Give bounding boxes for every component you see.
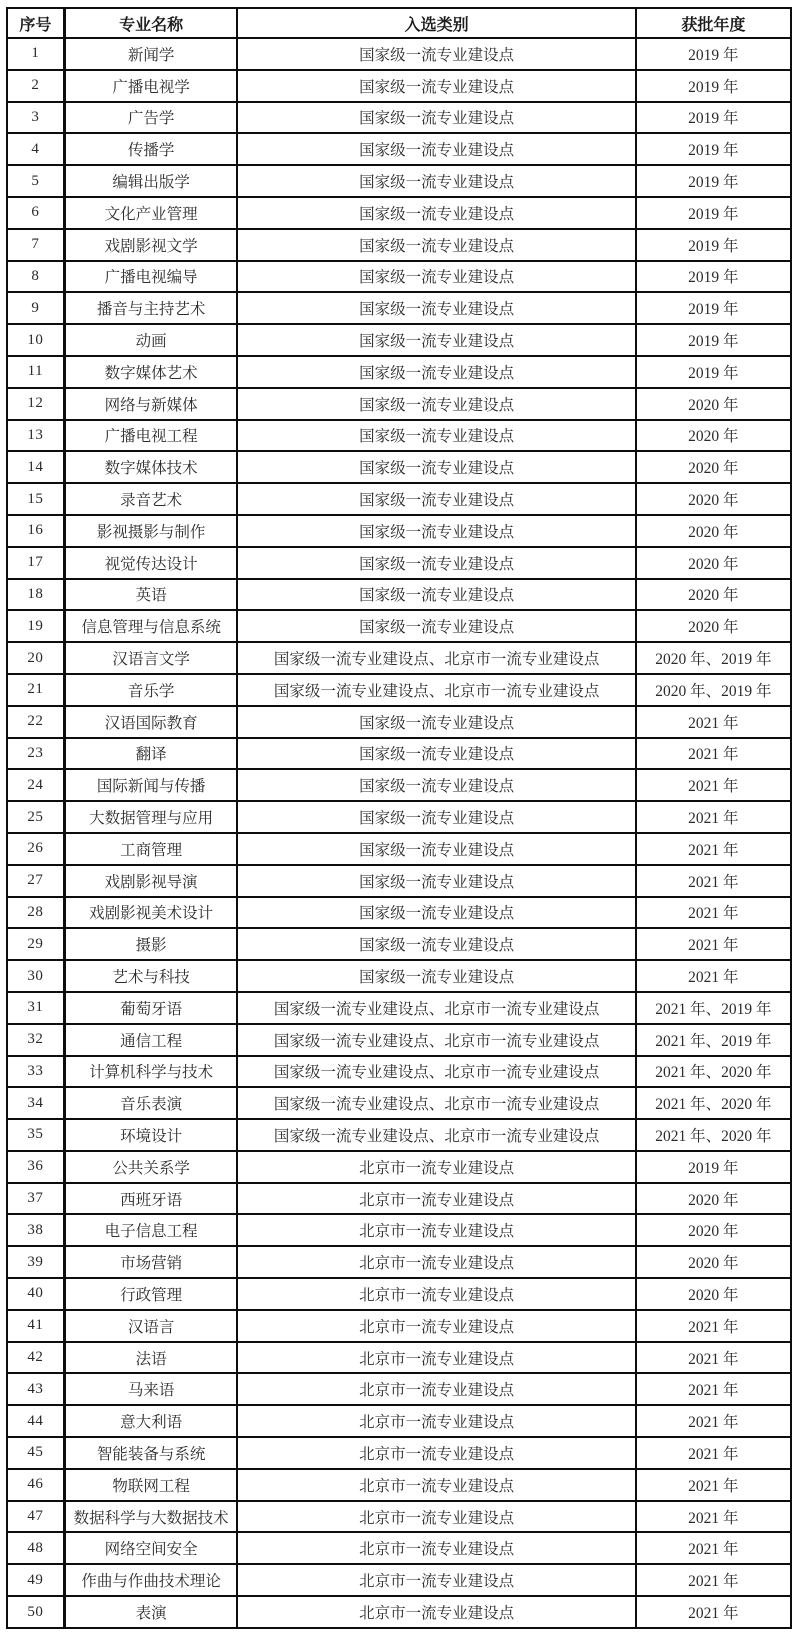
- table-row: [7, 1119, 791, 1151]
- table-row: [7, 674, 791, 706]
- row-index-cell: 14: [7, 451, 64, 483]
- year-cell: 2019 年: [636, 1151, 791, 1183]
- major-name-cell: 通信工程: [64, 1024, 237, 1056]
- category-cell: 北京市一流专业建设点: [237, 1278, 635, 1310]
- year-cell: 2021 年、2020 年: [636, 1119, 791, 1151]
- table-row: [7, 928, 791, 960]
- row-index-cell: 36: [7, 1151, 64, 1183]
- year-cell: 2020 年: [636, 515, 791, 547]
- year-cell: 2021 年: [636, 1469, 791, 1501]
- year-cell: 2021 年: [636, 1596, 791, 1628]
- major-name-cell: 戏剧影视导演: [64, 865, 237, 897]
- year-cell: 2020 年: [636, 579, 791, 611]
- category-cell: 国家级一流专业建设点: [237, 165, 635, 197]
- major-name-cell: 物联网工程: [64, 1469, 237, 1501]
- table-row: [7, 1278, 791, 1310]
- row-index-cell: 15: [7, 483, 64, 515]
- row-index-cell: 50: [7, 1596, 64, 1628]
- year-cell: 2021 年: [636, 1437, 791, 1469]
- row-index-cell: 39: [7, 1246, 64, 1278]
- year-cell: 2020 年: [636, 420, 791, 452]
- year-cell: 2021 年: [636, 1342, 791, 1374]
- major-name-cell: 音乐学: [64, 674, 237, 706]
- table-row: [7, 801, 791, 833]
- table-row: [7, 642, 791, 674]
- year-cell: 2021 年: [636, 1564, 791, 1596]
- major-name-cell: 数字媒体艺术: [64, 356, 237, 388]
- year-cell: 2019 年: [636, 133, 791, 165]
- category-cell: 国家级一流专业建设点: [237, 38, 635, 70]
- year-cell: 2021 年: [636, 801, 791, 833]
- year-cell: 2021 年: [636, 1532, 791, 1564]
- category-cell: 国家级一流专业建设点: [237, 261, 635, 293]
- row-index-cell: 46: [7, 1469, 64, 1501]
- category-cell: 北京市一流专业建设点: [237, 1246, 635, 1278]
- category-cell: 北京市一流专业建设点: [237, 1596, 635, 1628]
- table-row: [7, 1056, 791, 1088]
- major-name-cell: 环境设计: [64, 1119, 237, 1151]
- category-cell: 国家级一流专业建设点: [237, 229, 635, 261]
- year-cell: 2020 年: [636, 1278, 791, 1310]
- table-row: [7, 833, 791, 865]
- category-cell: 北京市一流专业建设点: [237, 1214, 635, 1246]
- major-name-cell: 公共关系学: [64, 1151, 237, 1183]
- major-name-cell: 戏剧影视美术设计: [64, 897, 237, 929]
- major-name-cell: 视觉传达设计: [64, 547, 237, 579]
- table-row: [7, 102, 791, 134]
- header-major-name: 专业名称: [64, 8, 237, 38]
- major-name-cell: 影视摄影与制作: [64, 515, 237, 547]
- year-cell: 2021 年: [636, 1405, 791, 1437]
- header-index: 序号: [7, 8, 64, 38]
- year-cell: 2020 年: [636, 1183, 791, 1215]
- major-name-cell: 汉语言文学: [64, 642, 237, 674]
- major-name-cell: 网络与新媒体: [64, 388, 237, 420]
- table-row: [7, 1087, 791, 1119]
- category-cell: 国家级一流专业建设点: [237, 706, 635, 738]
- table-row: [7, 451, 791, 483]
- row-index-cell: 40: [7, 1278, 64, 1310]
- major-name-cell: 文化产业管理: [64, 197, 237, 229]
- year-cell: 2020 年: [636, 1246, 791, 1278]
- category-cell: 北京市一流专业建设点: [237, 1151, 635, 1183]
- major-name-cell: 新闻学: [64, 38, 237, 70]
- category-cell: 国家级一流专业建设点、北京市一流专业建设点: [237, 674, 635, 706]
- table-row: [7, 1532, 791, 1564]
- table-row: [7, 483, 791, 515]
- table-row: [7, 1373, 791, 1405]
- category-cell: 北京市一流专业建设点: [237, 1469, 635, 1501]
- header-year: 获批年度: [636, 8, 791, 38]
- table-row: [7, 515, 791, 547]
- row-index-cell: 7: [7, 229, 64, 261]
- major-name-cell: 数字媒体技术: [64, 451, 237, 483]
- category-cell: 国家级一流专业建设点、北京市一流专业建设点: [237, 1119, 635, 1151]
- category-cell: 国家级一流专业建设点: [237, 70, 635, 102]
- category-cell: 北京市一流专业建设点: [237, 1501, 635, 1533]
- category-cell: 国家级一流专业建设点: [237, 102, 635, 134]
- category-cell: 国家级一流专业建设点、北京市一流专业建设点: [237, 992, 635, 1024]
- category-cell: 国家级一流专业建设点: [237, 769, 635, 801]
- major-name-cell: 工商管理: [64, 833, 237, 865]
- category-cell: 国家级一流专业建设点、北京市一流专业建设点: [237, 642, 635, 674]
- row-index-cell: 13: [7, 420, 64, 452]
- category-cell: 国家级一流专业建设点: [237, 388, 635, 420]
- row-index-cell: 17: [7, 547, 64, 579]
- table-row: [7, 610, 791, 642]
- table-row: [7, 738, 791, 770]
- major-name-cell: 电子信息工程: [64, 1214, 237, 1246]
- category-cell: 国家级一流专业建设点: [237, 451, 635, 483]
- table-row: [7, 1342, 791, 1374]
- year-cell: 2019 年: [636, 197, 791, 229]
- category-cell: 北京市一流专业建设点: [237, 1183, 635, 1215]
- row-index-cell: 44: [7, 1405, 64, 1437]
- category-cell: 北京市一流专业建设点: [237, 1437, 635, 1469]
- table-row: [7, 324, 791, 356]
- major-name-cell: 播音与主持艺术: [64, 292, 237, 324]
- category-cell: 国家级一流专业建设点: [237, 324, 635, 356]
- category-cell: 国家级一流专业建设点: [237, 579, 635, 611]
- year-cell: 2021 年: [636, 960, 791, 992]
- major-name-cell: 智能装备与系统: [64, 1437, 237, 1469]
- major-name-cell: 广告学: [64, 102, 237, 134]
- category-cell: 国家级一流专业建设点: [237, 833, 635, 865]
- row-index-cell: 23: [7, 738, 64, 770]
- major-name-cell: 艺术与科技: [64, 960, 237, 992]
- year-cell: 2019 年: [636, 324, 791, 356]
- major-name-cell: 作曲与作曲技术理论: [64, 1564, 237, 1596]
- year-cell: 2020 年、2019 年: [636, 674, 791, 706]
- major-name-cell: 信息管理与信息系统: [64, 610, 237, 642]
- table-row: [7, 706, 791, 738]
- row-index-cell: 6: [7, 197, 64, 229]
- table-row: [7, 292, 791, 324]
- major-name-cell: 网络空间安全: [64, 1532, 237, 1564]
- year-cell: 2021 年、2019 年: [636, 1024, 791, 1056]
- row-index-cell: 41: [7, 1310, 64, 1342]
- table-header-row: [7, 8, 791, 38]
- table-row: [7, 388, 791, 420]
- year-cell: 2020 年: [636, 483, 791, 515]
- major-name-cell: 大数据管理与应用: [64, 801, 237, 833]
- category-cell: 北京市一流专业建设点: [237, 1564, 635, 1596]
- row-index-cell: 27: [7, 865, 64, 897]
- category-cell: 国家级一流专业建设点、北京市一流专业建设点: [237, 1056, 635, 1088]
- major-name-cell: 行政管理: [64, 1278, 237, 1310]
- year-cell: 2019 年: [636, 292, 791, 324]
- major-name-cell: 广播电视工程: [64, 420, 237, 452]
- row-index-cell: 21: [7, 674, 64, 706]
- table-row: [7, 579, 791, 611]
- row-index-cell: 25: [7, 801, 64, 833]
- table-row: [7, 1469, 791, 1501]
- table-row: [7, 1183, 791, 1215]
- category-cell: 国家级一流专业建设点、北京市一流专业建设点: [237, 1024, 635, 1056]
- year-cell: 2021 年: [636, 1501, 791, 1533]
- row-index-cell: 11: [7, 356, 64, 388]
- table-row: [7, 1564, 791, 1596]
- category-cell: 国家级一流专业建设点: [237, 356, 635, 388]
- year-cell: 2021 年: [636, 1310, 791, 1342]
- row-index-cell: 49: [7, 1564, 64, 1596]
- table-row: [7, 133, 791, 165]
- year-cell: 2019 年: [636, 165, 791, 197]
- header-category: 入选类别: [237, 8, 635, 38]
- year-cell: 2021 年、2020 年: [636, 1087, 791, 1119]
- table-row: [7, 356, 791, 388]
- year-cell: 2021 年: [636, 1373, 791, 1405]
- row-index-cell: 2: [7, 70, 64, 102]
- category-cell: 国家级一流专业建设点: [237, 483, 635, 515]
- major-name-cell: 葡萄牙语: [64, 992, 237, 1024]
- row-index-cell: 48: [7, 1532, 64, 1564]
- major-name-cell: 摄影: [64, 928, 237, 960]
- row-index-cell: 1: [7, 38, 64, 70]
- major-name-cell: 计算机科学与技术: [64, 1056, 237, 1088]
- row-index-cell: 10: [7, 324, 64, 356]
- table-row: [7, 1596, 791, 1628]
- row-index-cell: 9: [7, 292, 64, 324]
- table-row: [7, 897, 791, 929]
- row-index-cell: 42: [7, 1342, 64, 1374]
- major-name-cell: 动画: [64, 324, 237, 356]
- year-cell: 2020 年: [636, 610, 791, 642]
- table-row: [7, 1405, 791, 1437]
- table-row: [7, 1437, 791, 1469]
- major-name-cell: 广播电视学: [64, 70, 237, 102]
- major-name-cell: 汉语国际教育: [64, 706, 237, 738]
- table-row: [7, 865, 791, 897]
- category-cell: 国家级一流专业建设点: [237, 133, 635, 165]
- row-index-cell: 24: [7, 769, 64, 801]
- major-programs-table: [6, 7, 792, 1629]
- year-cell: 2019 年: [636, 70, 791, 102]
- major-name-cell: 广播电视编导: [64, 261, 237, 293]
- year-cell: 2021 年: [636, 833, 791, 865]
- category-cell: 国家级一流专业建设点: [237, 897, 635, 929]
- row-index-cell: 47: [7, 1501, 64, 1533]
- category-cell: 国家级一流专业建设点: [237, 865, 635, 897]
- table-row: [7, 38, 791, 70]
- table-row: [7, 229, 791, 261]
- year-cell: 2020 年: [636, 1214, 791, 1246]
- table-row: [7, 165, 791, 197]
- year-cell: 2021 年: [636, 928, 791, 960]
- major-name-cell: 法语: [64, 1342, 237, 1374]
- year-cell: 2020 年、2019 年: [636, 642, 791, 674]
- table-row: [7, 992, 791, 1024]
- table-row: [7, 1151, 791, 1183]
- table-row: [7, 261, 791, 293]
- row-index-cell: 8: [7, 261, 64, 293]
- table-row: [7, 420, 791, 452]
- category-cell: 国家级一流专业建设点: [237, 420, 635, 452]
- major-name-cell: 市场营销: [64, 1246, 237, 1278]
- table-row: [7, 1310, 791, 1342]
- major-name-cell: 传播学: [64, 133, 237, 165]
- category-cell: 国家级一流专业建设点: [237, 960, 635, 992]
- category-cell: 国家级一流专业建设点: [237, 197, 635, 229]
- row-index-cell: 26: [7, 833, 64, 865]
- row-index-cell: 18: [7, 579, 64, 611]
- year-cell: 2019 年: [636, 229, 791, 261]
- row-index-cell: 38: [7, 1214, 64, 1246]
- table-row: [7, 1501, 791, 1533]
- table-row: [7, 547, 791, 579]
- row-index-cell: 30: [7, 960, 64, 992]
- category-cell: 国家级一流专业建设点: [237, 738, 635, 770]
- major-name-cell: 西班牙语: [64, 1183, 237, 1215]
- table-row: [7, 70, 791, 102]
- category-cell: 国家级一流专业建设点: [237, 928, 635, 960]
- major-name-cell: 音乐表演: [64, 1087, 237, 1119]
- category-cell: 北京市一流专业建设点: [237, 1405, 635, 1437]
- table-row: [7, 1214, 791, 1246]
- year-cell: 2019 年: [636, 356, 791, 388]
- table-row: [7, 1246, 791, 1278]
- category-cell: 国家级一流专业建设点: [237, 515, 635, 547]
- year-cell: 2020 年: [636, 388, 791, 420]
- row-index-cell: 45: [7, 1437, 64, 1469]
- row-index-cell: 20: [7, 642, 64, 674]
- major-name-cell: 意大利语: [64, 1405, 237, 1437]
- major-name-cell: 马来语: [64, 1373, 237, 1405]
- row-index-cell: 31: [7, 992, 64, 1024]
- category-cell: 国家级一流专业建设点: [237, 801, 635, 833]
- row-index-cell: 22: [7, 706, 64, 738]
- major-name-cell: 戏剧影视文学: [64, 229, 237, 261]
- row-index-cell: 33: [7, 1056, 64, 1088]
- category-cell: 北京市一流专业建设点: [237, 1310, 635, 1342]
- major-name-cell: 数据科学与大数据技术: [64, 1501, 237, 1533]
- year-cell: 2019 年: [636, 102, 791, 134]
- row-index-cell: 32: [7, 1024, 64, 1056]
- row-index-cell: 5: [7, 165, 64, 197]
- row-index-cell: 43: [7, 1373, 64, 1405]
- row-index-cell: 16: [7, 515, 64, 547]
- major-name-cell: 编辑出版学: [64, 165, 237, 197]
- table-row: [7, 769, 791, 801]
- table-row: [7, 1024, 791, 1056]
- major-name-cell: 英语: [64, 579, 237, 611]
- category-cell: 国家级一流专业建设点: [237, 547, 635, 579]
- year-cell: 2020 年: [636, 547, 791, 579]
- table-row: [7, 960, 791, 992]
- row-index-cell: 19: [7, 610, 64, 642]
- row-index-cell: 35: [7, 1119, 64, 1151]
- year-cell: 2021 年、2019 年: [636, 992, 791, 1024]
- category-cell: 北京市一流专业建设点: [237, 1532, 635, 1564]
- major-name-cell: 表演: [64, 1596, 237, 1628]
- row-index-cell: 29: [7, 928, 64, 960]
- row-index-cell: 37: [7, 1183, 64, 1215]
- row-index-cell: 4: [7, 133, 64, 165]
- row-index-cell: 28: [7, 897, 64, 929]
- major-name-cell: 录音艺术: [64, 483, 237, 515]
- table-row: [7, 197, 791, 229]
- category-cell: 国家级一流专业建设点: [237, 292, 635, 324]
- major-name-cell: 翻译: [64, 738, 237, 770]
- year-cell: 2021 年: [636, 769, 791, 801]
- row-index-cell: 3: [7, 102, 64, 134]
- category-cell: 国家级一流专业建设点: [237, 610, 635, 642]
- year-cell: 2020 年: [636, 451, 791, 483]
- year-cell: 2021 年: [636, 865, 791, 897]
- row-index-cell: 12: [7, 388, 64, 420]
- category-cell: 国家级一流专业建设点、北京市一流专业建设点: [237, 1087, 635, 1119]
- major-name-cell: 汉语言: [64, 1310, 237, 1342]
- row-index-cell: 34: [7, 1087, 64, 1119]
- category-cell: 北京市一流专业建设点: [237, 1373, 635, 1405]
- year-cell: 2021 年: [636, 706, 791, 738]
- major-name-cell: 国际新闻与传播: [64, 769, 237, 801]
- year-cell: 2021 年、2020 年: [636, 1056, 791, 1088]
- category-cell: 北京市一流专业建设点: [237, 1342, 635, 1374]
- year-cell: 2019 年: [636, 38, 791, 70]
- year-cell: 2019 年: [636, 261, 791, 293]
- year-cell: 2021 年: [636, 897, 791, 929]
- year-cell: 2021 年: [636, 738, 791, 770]
